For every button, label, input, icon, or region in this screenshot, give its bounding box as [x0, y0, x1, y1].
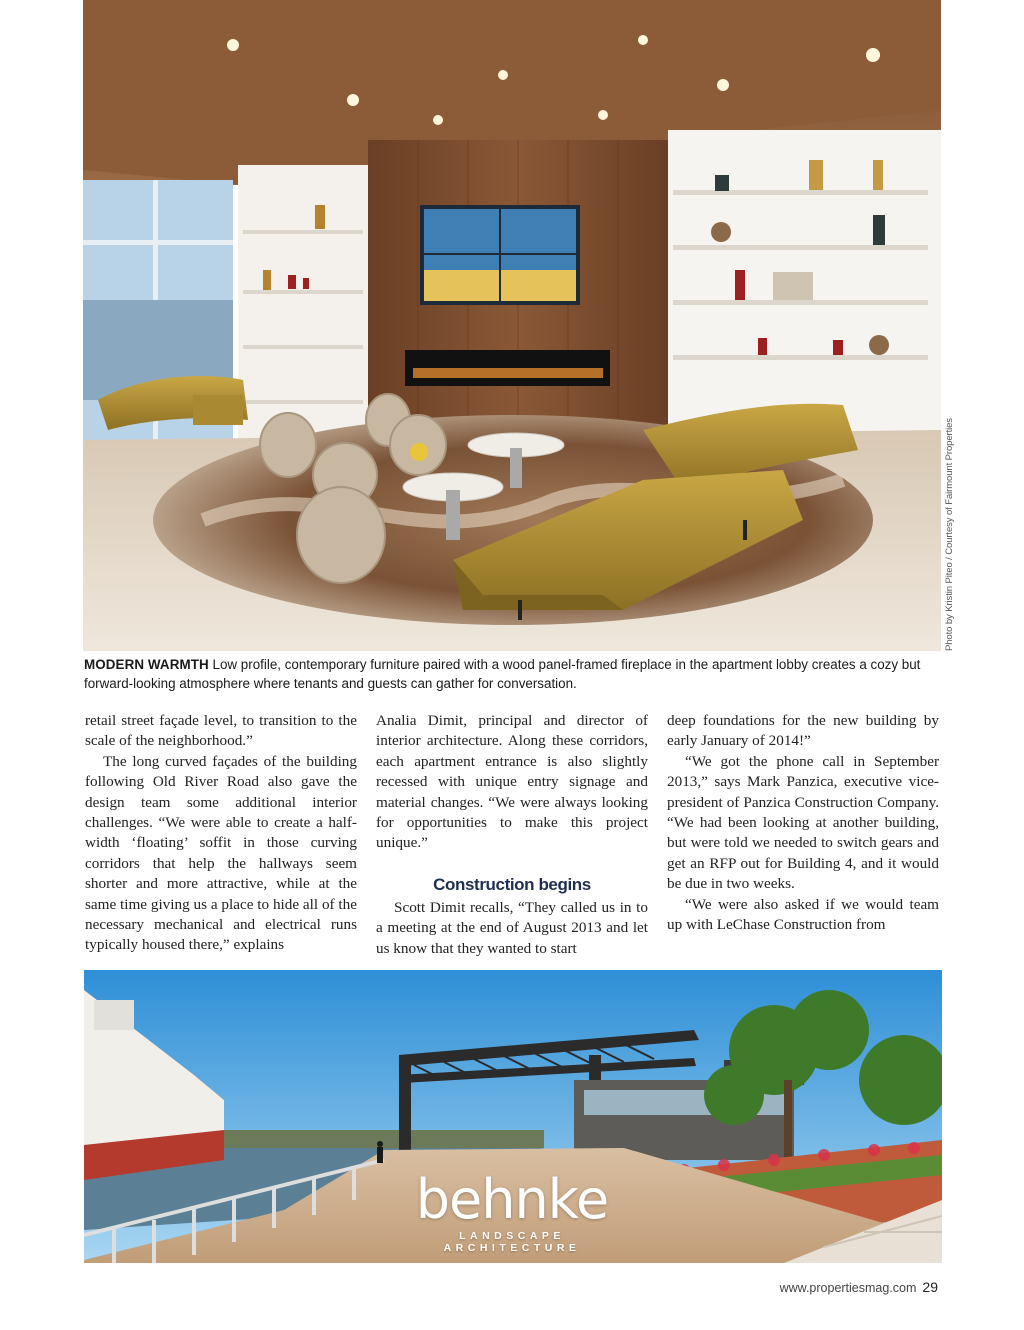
logo-tagline: LANDSCAPE ARCHITECTURE: [443, 1230, 581, 1254]
logo-wordmark: behnke: [415, 1168, 609, 1231]
lobby-photo: [83, 0, 941, 651]
photo-caption: [84, 655, 944, 693]
article-column-1: [85, 711, 357, 956]
behnke-logo: [404, 1168, 620, 1254]
article-column-3: [667, 711, 939, 935]
section-heading: Construction begins: [433, 874, 591, 894]
footer-url[interactable]: www.propertiesmag.com: [779, 1281, 917, 1295]
article-column-2: [376, 711, 648, 959]
page-footer: [780, 1279, 938, 1295]
paragraph: Scott Dimit recalls, “They called us in to a meeting at the end of August 2013 and let us know that they wanted to start: [376, 898, 648, 957]
caption-heading: MODERN WARMTH: [84, 657, 209, 672]
photo-credit: Photo by Kristin Piteo / Courtesy of Fairmount Properties: [944, 418, 955, 651]
paragraph: retail street façade level, to transition to the scale of the neighborhood.”: [85, 712, 357, 750]
paragraph: “We got the phone call in September 2013,” says Mark Panzica, executive vice-president of Panzica Construction Company. “We had been looking at another building, but were told we needed to switch gears and get an RFP out for Building 4, and it would be due in two weeks.: [667, 752, 939, 893]
paragraph: The long curved façades of the building following Old River Road also gave the design team some additional interior challenges. “We were able to create a half-width ‘floating’ soffit in those curving corridors that help the hallways seem shorter and more attractive, while at the same time giving us a place to hide all of the necessary mechanical and electrical runs typically housed there,” explains: [85, 752, 357, 954]
paragraph: deep foundations for the new building by early January of 2014!”: [667, 712, 939, 750]
paragraph: Analia Dimit, principal and director of interior architecture. Along these corridors, each apartment entrance is also slightly recessed with unique entry signage and material changes. “We were always looking for opportunities to make this project unique.”: [376, 712, 648, 852]
page-number: 29: [922, 1279, 938, 1295]
caption-text: Low profile, contemporary furniture paired with a wood panel-framed fireplace in the apartment lobby creates a cozy but forward-looking atmosphere where tenants and guests can gather for conversation.: [84, 657, 921, 691]
paragraph: “We were also asked if we would team up with LeChase Construction from: [667, 895, 939, 934]
